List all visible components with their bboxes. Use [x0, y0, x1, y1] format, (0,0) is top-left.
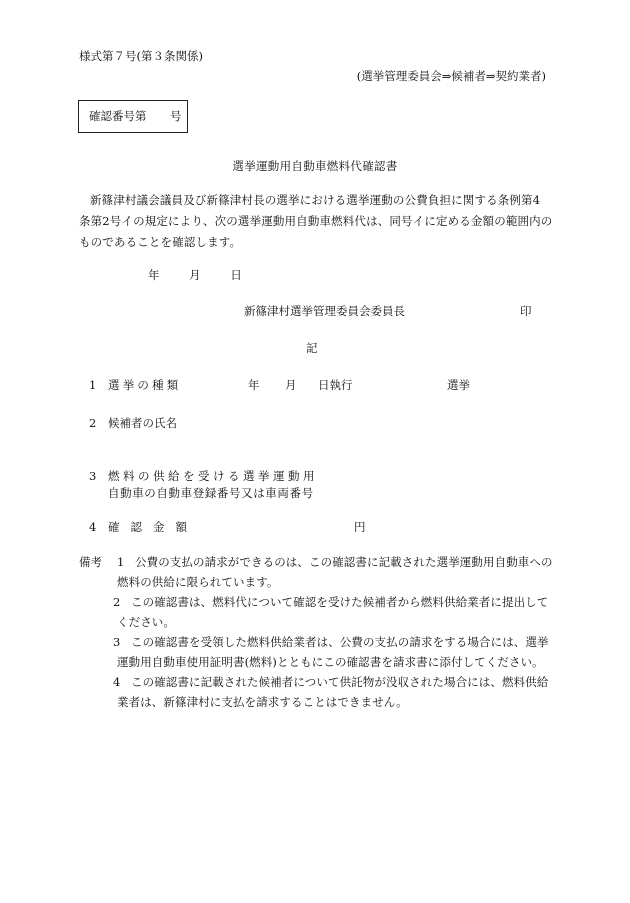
- note-number: 3: [113, 635, 121, 649]
- body-paragraph: [79, 190, 553, 253]
- notes-heading: 備考: [79, 555, 102, 569]
- item-number: 1: [89, 378, 97, 392]
- seal-mark: 印: [520, 304, 532, 318]
- note-number: 2: [113, 595, 121, 609]
- note-line: この確認書を受領した燃料供給業者は、公費の支払の請求をする場合には、選挙: [131, 635, 549, 649]
- note-line: この確認書は、燃料代について確認を受けた候補者から燃料供給業者に提出して: [131, 595, 549, 609]
- election-month-label: 月: [285, 378, 297, 392]
- election-year-label: 年: [248, 378, 260, 392]
- item-label: 候補者の氏名: [108, 416, 177, 430]
- note-line: 燃料の供給に限られています。: [117, 575, 279, 589]
- note-line: 業者は、新篠津村に支払を請求することはできません。: [117, 695, 408, 709]
- note-line: 公費の支払の請求ができるのは、この確認書に記載された選挙運動用自動車への: [135, 555, 553, 569]
- item-number: 2: [89, 416, 97, 430]
- item-number: 4: [89, 520, 97, 534]
- item-label-line1: 燃料の供給を受ける選挙運動用: [108, 469, 318, 483]
- note-number: 4: [113, 675, 121, 689]
- election-label: 選挙: [447, 378, 470, 392]
- confirmation-number-suffix: 号: [170, 109, 182, 123]
- item-label: 確認金額: [108, 520, 198, 534]
- date-year-label: 年: [148, 268, 160, 282]
- election-day-label: 日執行: [318, 378, 353, 392]
- officer-title: 新篠津村選挙管理委員会委員長: [244, 304, 405, 318]
- item-label-line2: 自動車の自動車登録番号又は車両番号: [108, 486, 314, 500]
- ki-heading: 記: [306, 341, 318, 355]
- note-line: ください。: [117, 615, 175, 629]
- item-number: 3: [89, 469, 97, 483]
- body-line: 条第2号イの規定により、次の選挙運動用自動車燃料代は、同号イに定める金額の範囲内の: [79, 214, 553, 228]
- amount-unit: 円: [354, 520, 366, 534]
- confirmation-number-label: 確認番号第: [89, 109, 147, 123]
- date-line: [148, 270, 242, 282]
- note-number: 1: [117, 555, 125, 569]
- body-line: ものであることを確認します。: [79, 235, 242, 249]
- item-label: 選挙の種類: [108, 378, 182, 392]
- note-line: 運動用自動車使用証明書(燃料)とともにこの確認書を請求書に添付してください。: [117, 655, 544, 669]
- date-day-label: 日: [230, 268, 242, 282]
- body-line: 新篠津村議会議員及び新篠津村長の選挙における選挙運動の公費負担に関する条例第4: [90, 193, 541, 207]
- routing-note: (選挙管理委員会⇒候補者⇒契約業者): [356, 69, 546, 83]
- form-number: 様式第７号(第３条関係): [79, 49, 203, 63]
- date-month-label: 月: [189, 268, 201, 282]
- document-title: 選挙運動用自動車燃料代確認書: [232, 159, 398, 173]
- note-line: この確認書に記載された候補者について供託物が没収された場合には、燃料供給: [131, 675, 549, 689]
- confirmation-number-box: [78, 100, 188, 133]
